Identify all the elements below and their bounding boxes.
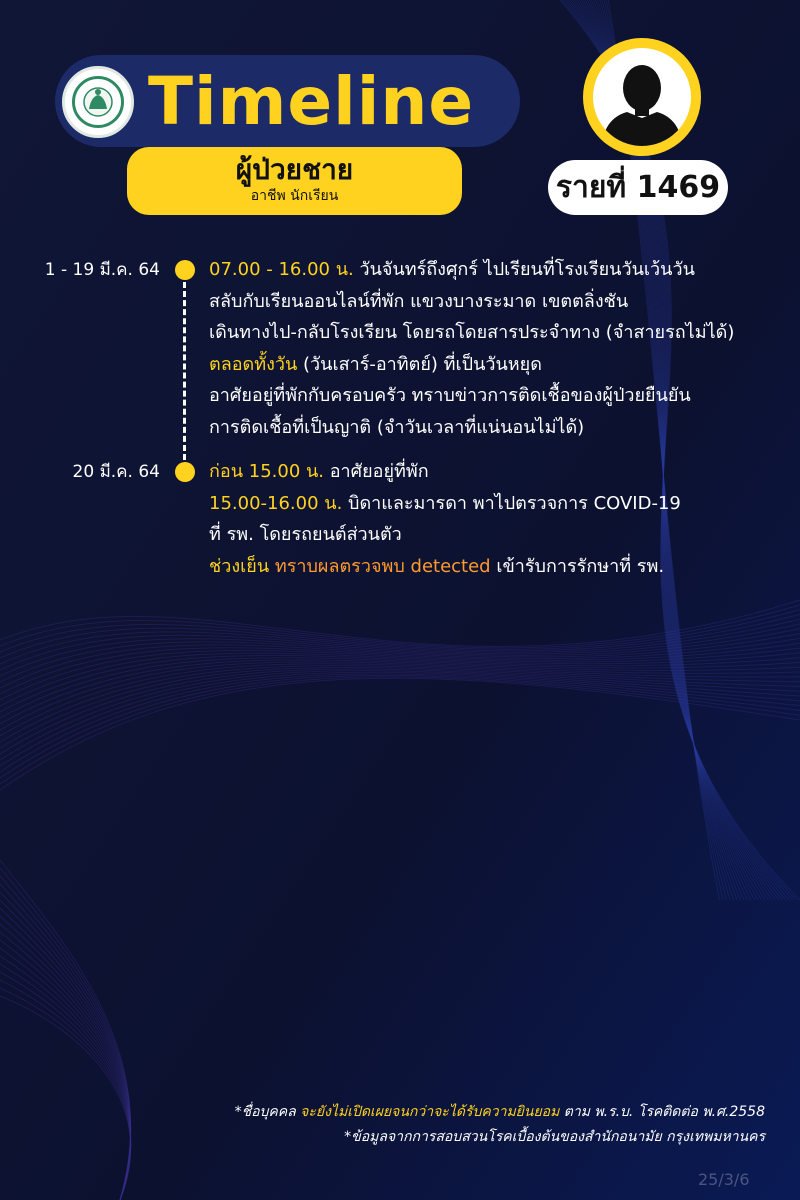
page-title: Timeline: [148, 63, 475, 140]
timeline-date: 20 มี.ค. 64: [72, 462, 160, 482]
timeline-text-segment: เข้ารับการรักษาที่ รพ.: [496, 555, 665, 577]
patient-gender: ผู้ป่วยชาย: [235, 153, 354, 186]
timeline-text-segment: 07.00 - 16.00 น.: [209, 259, 360, 280]
timeline-text-segment: วันจันทร์ถึงศุกร์ ไปเรียนที่โรงเรียนวันเว้นวัน: [359, 259, 695, 280]
patient-occupation: อาชีพ นักเรียน: [250, 188, 339, 204]
timeline-text-segment: อาศัยอยู่ที่พัก: [329, 461, 429, 482]
page-date: 25/3/6: [698, 1170, 750, 1189]
timeline-dot: [175, 462, 195, 482]
timeline-text-line: [209, 525, 402, 545]
patient-label: [127, 147, 462, 215]
footer-note-1-post: ตาม พ.ร.บ. โรคติดต่อ พ.ศ.2558: [559, 1104, 765, 1120]
timeline-text-line: [209, 260, 695, 280]
seal-ring: [72, 76, 124, 128]
timeline-text-segment: ทราบผลตรวจพบ detected: [274, 555, 497, 577]
timeline-text-segment: บิดาและมารดา พาไปตรวจการ COVID-19: [348, 492, 681, 514]
timeline-text-line: [209, 557, 664, 577]
timeline-connector: [183, 282, 186, 460]
timeline-text-segment: เดินทางไป-กลับโรงเรียน โดยรถโดยสารประจำทาง (จำสายรถไม่ได้): [209, 322, 735, 343]
case-number-badge: รายที่ 1469: [548, 160, 728, 215]
timeline-text-line: [209, 418, 584, 438]
timeline-text-line: [209, 323, 734, 343]
timeline-text-segment: ก่อน 15.00 น.: [209, 461, 330, 482]
timeline-text-segment: ตลอดทั้งวัน: [209, 353, 304, 375]
bangkok-seal-logo: [62, 66, 134, 138]
timeline-text-segment: สลับกับเรียนออนไลน์ที่พัก แขวงบางระมาด เขตตลิ่งชัน: [209, 290, 629, 312]
person-silhouette-icon: [593, 48, 691, 146]
footer-note-1-pre: *ชื่อบุคคล: [234, 1104, 301, 1120]
footer-note-1: [235, 1103, 765, 1121]
timeline-date: 1 - 19 มี.ค. 64: [44, 260, 160, 280]
avatar-frame: [593, 48, 691, 146]
timeline-text-line: [209, 494, 681, 514]
timeline-text-segment: การติดเชื้อที่เป็นญาติ (จำวันเวลาที่แน่นอนไม่ได้): [209, 416, 585, 438]
elephant-emblem-icon: [75, 79, 121, 125]
timeline-text-segment: ที่ รพ. โดยรถยนต์ส่วนตัว: [209, 524, 402, 545]
timeline-text-line: [209, 386, 691, 406]
timeline-text-line: [209, 292, 628, 312]
timeline-text-segment: อาศัยอยู่ที่พักกับครอบครัว ทราบข่าวการติดเชื้อของผู้ป่วยยืนยัน: [209, 385, 691, 406]
footer-note-2: *ข้อมูลจากการสอบสวนโรคเบื้องต้นของสำนักอนามัย กรุงเทพมหานคร: [344, 1129, 765, 1145]
timeline-dot: [175, 260, 195, 280]
footer-note-1-highlight: จะยังไม่เปิดเผยจนกว่าจะได้รับความยินยอม: [300, 1104, 560, 1120]
timeline-text-line: [209, 462, 429, 482]
timeline-text-segment: ช่วงเย็น: [209, 555, 275, 577]
avatar: [583, 38, 701, 156]
timeline-text-segment: 15.00-16.00 น.: [209, 492, 349, 514]
timeline-text-segment: (วันเสาร์-อาทิตย์) ที่เป็นวันหยุด: [303, 353, 542, 375]
timeline-text-line: [209, 355, 542, 375]
